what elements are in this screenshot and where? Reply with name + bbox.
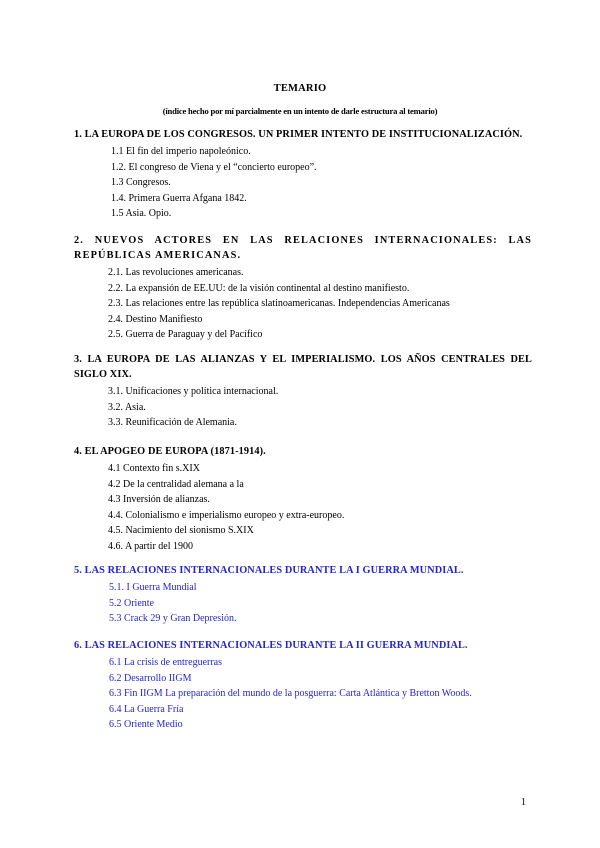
section-2 [74, 233, 532, 343]
list-item: 2.2. La expansión de EE.UU: de la visión continental al destino manifiesto. [108, 282, 410, 294]
list-item: 5.3 Crack 29 y Gran Depresión. [109, 613, 237, 625]
document-subtitle: (índice hecho por mí parcialmente en un intento de darle estructura al temario) [162, 106, 438, 116]
section-items [74, 265, 532, 343]
section-heading: 3. LA EUROPA DE LAS ALIANZAS Y EL IMPERIALISMO. LOS AÑOS CENTRALES DEL SIGLO XIX. [74, 354, 532, 380]
section-heading: 5. LAS RELACIONES INTERNACIONALES DURANTE LA I GUERRA MUNDIAL. [74, 565, 464, 576]
list-item: 4.6. A partir del 1900 [108, 540, 193, 552]
list-item: 4.3 Inversión de alianzas. [108, 494, 210, 506]
section-items [74, 144, 532, 222]
list-item: 6.5 Oriente Medio [109, 719, 183, 731]
section-items [74, 461, 532, 555]
section-3 [74, 352, 532, 431]
section-heading: 6. LAS RELACIONES INTERNACIONALES DURANTE LA II GUERRA MUNDIAL. [74, 640, 468, 651]
section-1 [74, 127, 532, 222]
list-item: 1.5 Asia. Opio. [111, 208, 172, 220]
list-item: 4.4. Colonialismo e imperialismo europeo y extra-europeo. [108, 509, 345, 521]
section-6 [74, 638, 532, 733]
list-item: 4.1 Contexto fin s.XIX [108, 463, 200, 474]
list-item: 1.1 El fin del imperio napoleónico. [111, 146, 251, 157]
page-number: 1 [521, 797, 526, 808]
list-item: 2.4. Destino Manifiesto [108, 313, 203, 325]
list-item: 2.1. Las revoluciones americanas. [108, 267, 244, 278]
section-5 [74, 563, 532, 627]
section-items [74, 580, 532, 627]
list-item: 6.1 La crisis de entreguerras [109, 657, 223, 668]
list-item: 6.2 Desarrollo IIGM [109, 672, 192, 684]
list-item: 3.3. Reunificación de Alemania. [108, 417, 237, 429]
list-item: 3.2. Asia. [108, 401, 146, 413]
section-4 [74, 444, 532, 555]
list-item: 1.2. El congreso de Viena y el “concierto europeo”. [111, 161, 317, 173]
list-item: 1.4. Primera Guerra Afgana 1842. [111, 192, 247, 204]
list-item: 4.5. Nacimiento del sionismo S.XIX [108, 525, 254, 537]
section-items [74, 384, 532, 431]
section-heading: 4. EL APOGEO DE EUROPA (1871-1914). [74, 446, 266, 457]
list-item: 3.1. Unificaciones y política internacional. [108, 386, 279, 397]
list-item: 6.3 Fin IIGM La preparación del mundo de la posguerra: Carta Atlántica y Bretton Woods. [109, 688, 472, 700]
list-item: 4.2 De la centralidad alemana a la [108, 478, 244, 490]
list-item: 6.4 La Guerra Fría [109, 703, 184, 715]
section-heading: 1. LA EUROPA DE LOS CONGRESOS. UN PRIMER INTENTO DE INSTITUCIONALIZACIÓN. [74, 129, 523, 140]
section-heading: 2. NUEVOS ACTORES EN LAS RELACIONES INTERNACIONALES: LAS REPÚBLICAS AMERICANAS. [74, 235, 532, 261]
list-item: 2.3. Las relaciones entre las república slatinoamericanas. Independencias Americanas [108, 298, 450, 310]
document-title: TEMARIO [273, 83, 327, 94]
list-item: 1.3 Congresos. [111, 177, 171, 189]
list-item: 5.1. I Guerra Mundial [109, 582, 197, 593]
section-items [74, 655, 532, 733]
list-item: 5.2 Oriente [109, 597, 154, 609]
list-item: 2.5. Guerra de Paraguay y del Pacífico [108, 329, 263, 341]
